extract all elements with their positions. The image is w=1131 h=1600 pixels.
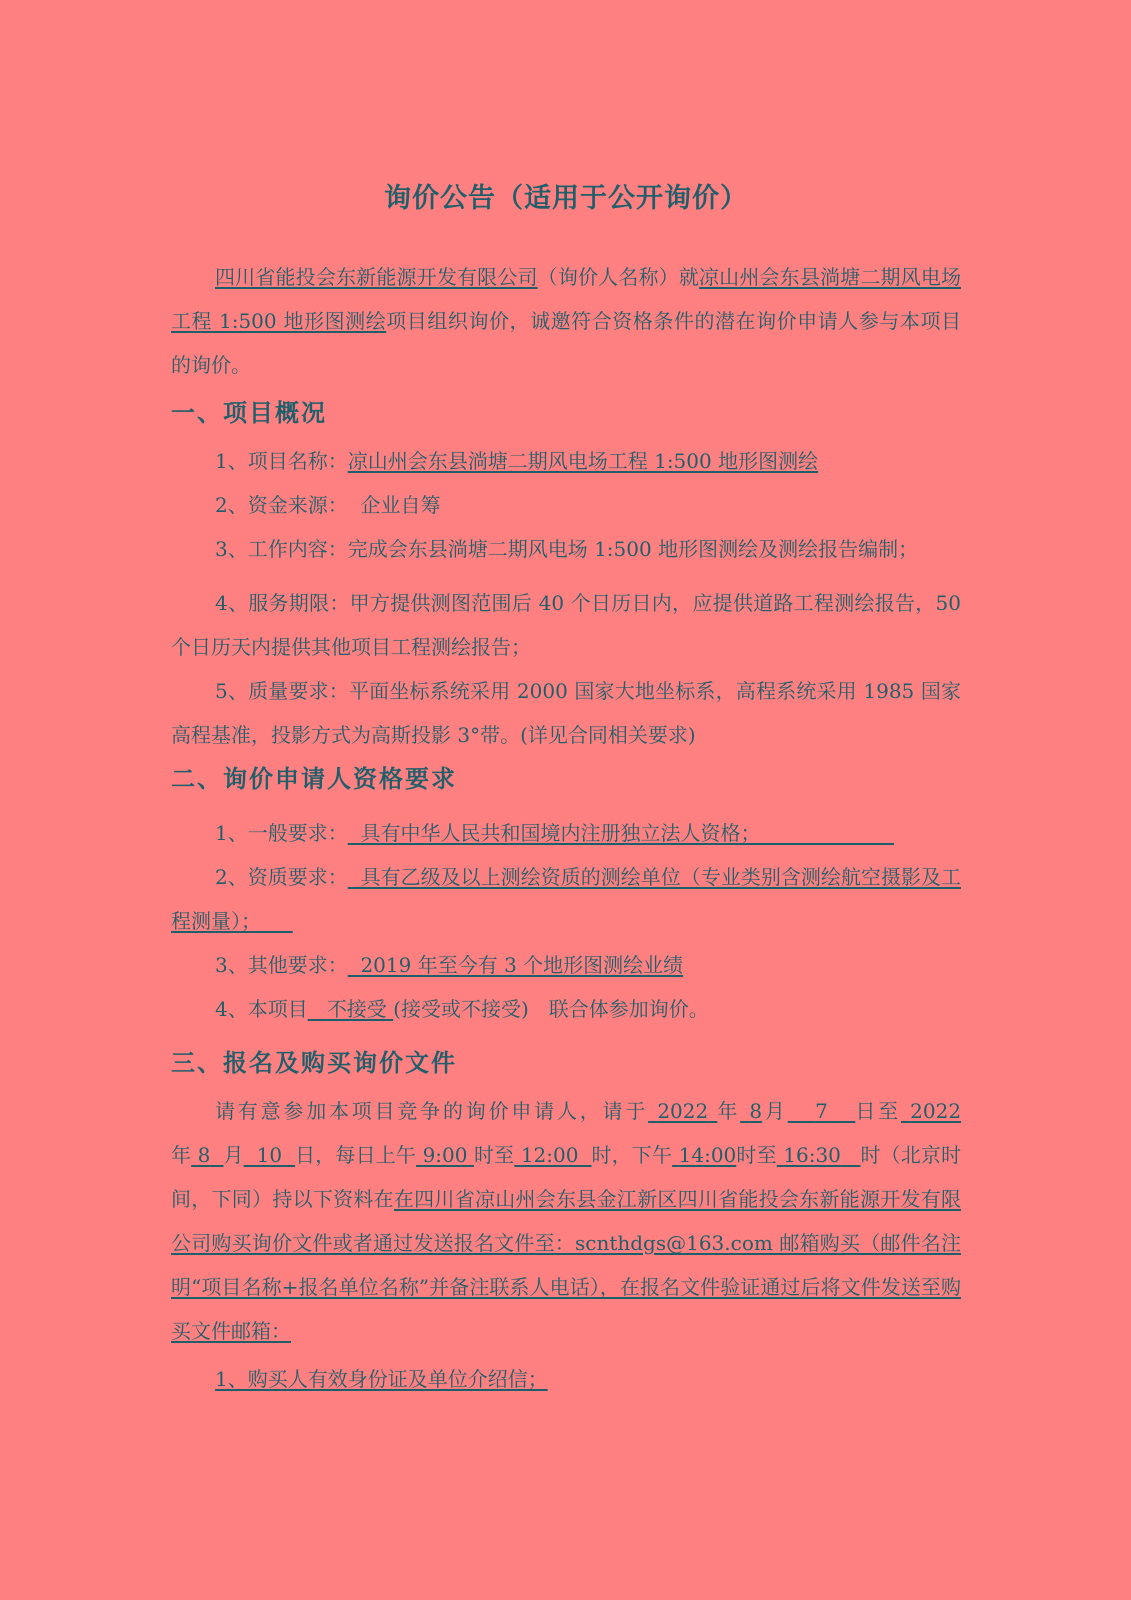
sec3-item-1: 1、购买人有效身份证及单位介绍信； [215, 1367, 548, 1391]
sec1-item-3: 3、工作内容：完成会东县淌塘二期风电场 1:500 地形图测绘及测绘报告编制； [215, 537, 919, 561]
project-name: 凉山州会东县淌塘二期风电场工程 1:500 地形图测绘 [171, 265, 962, 333]
buyer-name: 四川省能投会东新能源开发有限公司 [215, 265, 538, 289]
sec2-item-2: 2、资质要求： 具有乙级及以上测绘资质的测绘单位（专业类别含测绘航空摄影及工程测量）； [171, 865, 961, 933]
page-title: 询价公告（适用于公开询价） [384, 183, 748, 214]
sec1-item-2: 2、资金来源： 企业自筹 [215, 493, 441, 517]
intro-paragraph: 四川省能投会东新能源开发有限公司（询价人名称）就凉山州会东县淌塘二期风电场工程 1:500 地形图测绘项目组织询价，诚邀符合资格条件的潜在询价申请人参与本项目的询价。 [171, 265, 962, 377]
sec3-registration-paragraph: 请有意参加本项目竞争的询价申请人，请于 2022 年 8月 7 日至 2022年 8 月 10 日，每日上午 9:00 时至 12:00 时，下午 14:00时至 16:30 时（北京时间，下同）持以下资料在在四川省凉山州会东县金江新区四川省能投会东新能源开发有限公司购买询价文件或者通过发送报名文件至：scnthdgs@163.com 邮箱购买（邮件名注明“项目名称+报名单位名称”并备注联系人电话），在报名文件验证通过后将文件发送至购买文件邮箱： [171, 1099, 962, 1343]
registration-place: 在四川省凉山州会东县金江新区四川省能投会东新能源开发有限公司购买询价文件或者通过发送报名文件至：scnthdgs@163.com 邮箱购买（邮件名注明“项目名称+报名单位名称”并备注联系人电话），在报名文件验证通过后将文件发送至购买文件邮箱： [171, 1187, 962, 1343]
section-heading-2: 二、询价申请人资格要求 [171, 765, 457, 793]
document-page [171, 150, 961, 1401]
sec2-item-3: 3、其他要求： 2019 年至今有 3 个地形图测绘业绩 [215, 953, 684, 977]
sec1-item-4: 4、服务期限：甲方提供测图范围后 40 个日历日内，应提供道路工程测绘报告，50 个日历天内提供其他项目工程测绘报告； [171, 591, 961, 659]
sec1-item-1: 1、项目名称：凉山州会东县淌塘二期风电场工程 1:500 地形图测绘 [215, 449, 819, 473]
sec1-item-5: 5、质量要求：平面坐标系统采用 2000 国家大地坐标系，高程系统采用 1985 国家高程基准，投影方式为高斯投影 3°带。(详见合同相关要求) [171, 679, 961, 747]
sec2-item-1: 1、一般要求： 具有中华人民共和国境内注册独立法人资格； [215, 821, 761, 845]
sec2-item-4: 4、本项目 不接受 (接受或不接受) 联合体参加询价。 [215, 997, 709, 1021]
section-heading-3: 三、报名及购买询价文件 [171, 1049, 457, 1077]
section-heading-1: 一、项目概况 [171, 399, 327, 427]
